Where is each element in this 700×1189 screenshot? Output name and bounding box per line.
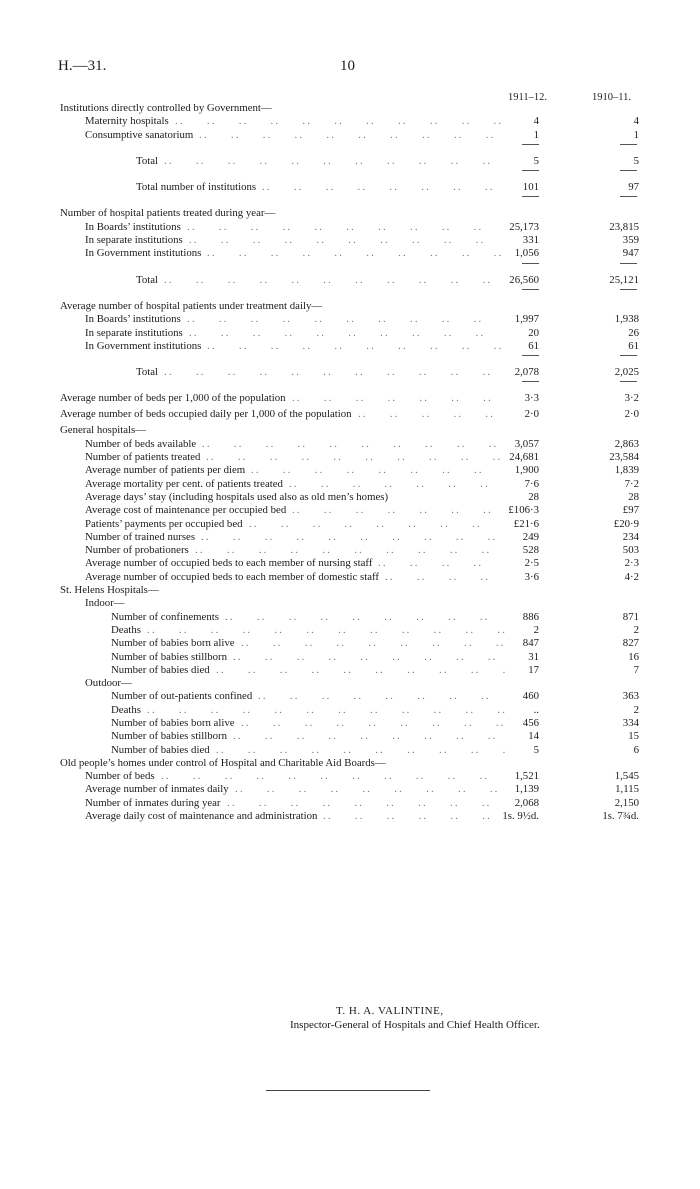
value-1911-12: 101 xyxy=(522,181,539,194)
row-label: General hospitals— xyxy=(60,424,147,437)
row-label: Average number of occupied beds to each member of nursing staff xyxy=(85,557,373,570)
table-row xyxy=(0,810,700,823)
table-row xyxy=(0,677,700,690)
leader-dots: . . . . . . . . . . . . . . . . . . . . . . xyxy=(161,770,498,783)
leader-dots: . . . . . . . . . . . . . . . . . . . . xyxy=(199,128,505,141)
value-1910-11: 503 xyxy=(622,544,639,557)
table-row xyxy=(0,704,700,717)
leader-dots: . . . . . . . . . . . . . . . . xyxy=(251,464,504,477)
table-row xyxy=(0,313,700,326)
leader-dots: . . . . . . . . . . . . . . . . . . . . xyxy=(207,339,502,352)
table-row xyxy=(0,327,700,340)
value-1910-11: 3·2 xyxy=(624,392,639,405)
row-spacer xyxy=(0,384,700,392)
page-number: 10 xyxy=(340,58,355,74)
leader-dots: . . . . . . . . . . . . . . . . . . . xyxy=(216,743,506,756)
value-1910-11: 234 xyxy=(622,530,639,543)
value-1911-12: .. xyxy=(533,703,539,716)
leader-dots: . . . . . . . . . . . . . . . . xyxy=(258,690,500,703)
table-row xyxy=(0,207,700,220)
leader-dots: . . . . . . . . . . . . . . . . . . xyxy=(241,716,504,729)
table-row xyxy=(0,300,700,313)
value-1910-11: 827 xyxy=(622,637,639,650)
column-rule-1911-12 xyxy=(522,289,539,290)
column-header-1910-11: 1910–11. xyxy=(592,92,631,103)
column-rule-1911-12 xyxy=(522,170,539,171)
value-1910-11: 25,121 xyxy=(609,273,639,286)
row-label: Number of beds available xyxy=(85,437,197,450)
leader-dots: . . . . . . . . . . . . . . . . . . . . xyxy=(195,544,501,557)
value-1910-11: £20·9 xyxy=(613,517,639,530)
table-row xyxy=(0,624,700,637)
table-row xyxy=(0,408,700,424)
value-1910-11: 61 xyxy=(628,339,639,352)
value-1910-11: 2 xyxy=(633,703,639,716)
leader-dots: . . . . . . . . . . . . . . . . . . . . xyxy=(189,234,505,247)
table-row xyxy=(0,651,700,664)
table-row xyxy=(0,451,700,464)
leader-dots: . . . . . . . . . . . . . . . . . . . . . . xyxy=(164,154,501,167)
value-1910-11: 7·2 xyxy=(624,477,639,490)
table-row xyxy=(0,518,700,531)
row-label: Number of beds xyxy=(85,770,155,783)
row-label: Number of babies stillborn xyxy=(111,730,228,743)
table-row xyxy=(0,274,700,287)
table-row xyxy=(0,770,700,783)
row-spacer xyxy=(0,199,700,207)
table-row xyxy=(0,584,700,597)
leader-dots: . . . . . . . . . . . . xyxy=(323,810,501,823)
column-rule-1910-11 xyxy=(620,196,637,197)
row-label: In Boards’ institutions xyxy=(85,220,181,233)
column-rule-1911-12 xyxy=(522,263,539,264)
row-label: In Boards’ institutions xyxy=(85,313,181,326)
table-row xyxy=(0,438,700,451)
row-label: Average number of occupied beds to each member of domestic staff xyxy=(85,570,380,583)
value-1911-12: 1,997 xyxy=(514,313,539,326)
value-1910-11: 2,863 xyxy=(614,437,639,450)
table-row xyxy=(0,690,700,703)
leader-dots: . . . . . . . . . . . . . . xyxy=(292,392,502,405)
value-1911-12: 528 xyxy=(522,544,539,557)
leader-dots: . . . . . . . . . . . . . . . . . . . . xyxy=(189,326,505,339)
leader-dots: . . . . . . . . . . . . . . . . . . . . . . xyxy=(175,115,502,128)
value-1910-11: 7 xyxy=(633,663,639,676)
value-1911-12: 3·3 xyxy=(524,392,539,405)
value-1911-12: 28 xyxy=(528,490,539,503)
row-label: Deaths xyxy=(111,703,141,716)
row-label: In Government institutions xyxy=(85,339,202,352)
value-1910-11: 28 xyxy=(628,490,639,503)
leader-dots: . . . . . . . . . . . . . . . . . . xyxy=(225,610,499,623)
value-1910-11: 5 xyxy=(633,154,639,167)
table-row xyxy=(0,102,700,115)
leader-dots: . . . . . . . . . . . . . . . . . . . . xyxy=(187,220,503,233)
table-row xyxy=(0,155,700,168)
row-label: St. Helens Hospitals— xyxy=(60,584,159,597)
row-label: Number of probationers xyxy=(85,544,189,557)
row-label: Number of babies died xyxy=(111,743,210,756)
column-rule-1911-12 xyxy=(522,381,539,382)
row-label: In separate institutions xyxy=(85,234,183,247)
row-label: Average daily cost of maintenance and administration xyxy=(85,810,318,823)
value-1910-11: 97 xyxy=(628,181,639,194)
leader-dots: . . . . . . . . . . . . . . . . . . . . . . . . xyxy=(147,623,505,636)
value-1910-11: 1 xyxy=(633,128,639,141)
value-1910-11: 1,115 xyxy=(615,783,639,796)
footer-rule xyxy=(266,1090,430,1091)
value-1910-11: 16 xyxy=(628,650,639,663)
row-label: Number of trained nurses xyxy=(85,530,196,543)
table-row xyxy=(0,504,700,517)
table-row xyxy=(0,424,700,437)
value-1911-12: 4 xyxy=(533,115,539,128)
row-label: Average number of inmates daily xyxy=(85,783,229,796)
leader-dots: . . . . . . . . . . . . . . . . . . . . . . . . xyxy=(147,703,505,716)
leader-dots: . . . . . . . . . . . . . . . . . . . . . . xyxy=(164,273,501,286)
leader-dots: . . . . . . . . . . . . . . xyxy=(292,504,502,517)
value-1911-12: 847 xyxy=(522,637,539,650)
table-row xyxy=(0,730,700,743)
value-1911-12: 2·0 xyxy=(524,408,539,421)
leader-dots: . . . . . . . . . . . . . . . . xyxy=(249,517,502,530)
value-1911-12: 1,900 xyxy=(514,464,539,477)
value-1911-12: 331 xyxy=(522,234,539,247)
table-row xyxy=(0,783,700,796)
row-label: Outdoor— xyxy=(85,677,132,690)
table-row xyxy=(0,392,700,408)
table-row xyxy=(0,757,700,770)
leader-dots: . . . . . . . . . . . . . . xyxy=(289,477,499,490)
value-1910-11: 359 xyxy=(622,234,639,247)
row-label: Total xyxy=(136,273,159,286)
row-label: Number of babies died xyxy=(111,663,210,676)
table-row xyxy=(0,478,700,491)
value-1911-12: 26,560 xyxy=(509,273,539,286)
value-1911-12: 24,681 xyxy=(509,451,539,464)
report-reference: H.—31. xyxy=(58,58,107,74)
value-1911-12: £21·6 xyxy=(513,517,539,530)
leader-dots: . . . . . . . . . . . . . . . . . . . xyxy=(216,663,506,676)
leader-dots: . . . . . . . . . . xyxy=(358,408,493,421)
value-1911-12: 456 xyxy=(522,716,539,729)
row-label: Average mortality per cent. of patients treated xyxy=(85,477,283,490)
signatory-title: Inspector-General of Hospitals and Chief Health Officer. xyxy=(290,1019,540,1031)
row-label: Old people’s homes under control of Hospital and Charitable Aid Boards— xyxy=(60,756,386,769)
leader-dots: . . . . . . . . . . . . . . . . . . . . xyxy=(206,451,501,464)
value-1911-12: 1s. 9½d. xyxy=(502,810,539,823)
table-row xyxy=(0,234,700,247)
row-spacer xyxy=(0,358,700,366)
table-row xyxy=(0,557,700,570)
value-1911-12: 14 xyxy=(528,730,539,743)
row-spacer xyxy=(0,173,700,181)
value-1911-12: 5 xyxy=(533,743,539,756)
value-1911-12: 2 xyxy=(533,623,539,636)
value-1911-12: 61 xyxy=(528,339,539,352)
table-row xyxy=(0,717,700,730)
row-label: Number of patients treated xyxy=(85,451,201,464)
table-row xyxy=(0,115,700,128)
statistics-table xyxy=(0,102,700,823)
value-1911-12: 1,521 xyxy=(514,770,539,783)
row-label: Average number of hospital patients under treatment daily— xyxy=(60,299,323,312)
column-rule-1910-11 xyxy=(620,289,637,290)
column-rule-1910-11 xyxy=(620,381,637,382)
column-rule-1910-11 xyxy=(620,263,637,264)
row-spacer xyxy=(0,292,700,300)
row-label: Average number of beds per 1,000 of the population xyxy=(60,392,286,405)
table-row xyxy=(0,664,700,677)
value-1910-11: £97 xyxy=(622,504,639,517)
row-label: Average cost of maintenance per occupied bed xyxy=(85,504,287,517)
value-1911-12: 886 xyxy=(522,610,539,623)
value-1911-12: 5 xyxy=(533,154,539,167)
row-spacer xyxy=(0,147,700,155)
table-row xyxy=(0,797,700,810)
leader-dots: . . . . . . . . xyxy=(385,570,489,583)
table-row xyxy=(0,247,700,260)
column-rule-1911-12 xyxy=(522,355,539,356)
value-1910-11: 23,584 xyxy=(609,451,639,464)
row-label: Indoor— xyxy=(85,597,125,610)
leader-dots: . . . . . . . . . . . . . . . . . . . . xyxy=(201,530,496,543)
signatory-name: T. H. A. VALINTINE, xyxy=(336,1005,444,1017)
leader-dots: . . . . . . . . . . . . . . . . . . . . . . xyxy=(164,366,501,379)
table-row xyxy=(0,571,700,584)
value-1910-11: 1,545 xyxy=(614,770,639,783)
value-1910-11: 1,839 xyxy=(614,464,639,477)
value-1910-11: 334 xyxy=(622,716,639,729)
row-label: Number of inmates during year xyxy=(85,796,221,809)
leader-dots: . . . . . . . . . . . . . . . . . . xyxy=(241,637,504,650)
value-1911-12: 25,173 xyxy=(509,220,539,233)
table-row xyxy=(0,544,700,557)
value-1911-12: 460 xyxy=(522,690,539,703)
table-row xyxy=(0,340,700,353)
table-row xyxy=(0,129,700,142)
value-1911-12: 3,057 xyxy=(514,437,539,450)
table-row xyxy=(0,611,700,624)
column-rule-1910-11 xyxy=(620,170,637,171)
value-1911-12: 249 xyxy=(522,530,539,543)
value-1910-11: 4·2 xyxy=(624,570,639,583)
row-label: Consumptive sanatorium xyxy=(85,128,194,141)
row-spacer xyxy=(0,266,700,274)
table-row xyxy=(0,637,700,650)
row-label: Number of babies stillborn xyxy=(111,650,228,663)
value-1910-11: 15 xyxy=(628,730,639,743)
leader-dots: . . . . . . . . . . . . . . . . xyxy=(262,181,504,194)
row-label: Number of out-patients confined xyxy=(111,690,253,703)
row-label: Number of babies born alive xyxy=(111,716,235,729)
value-1911-12: 2,068 xyxy=(514,796,539,809)
column-rule-1911-12 xyxy=(522,144,539,145)
value-1910-11: 6 xyxy=(633,743,639,756)
value-1911-12: 1 xyxy=(533,128,539,141)
column-header-1911-12: 1911–12. xyxy=(508,92,547,103)
row-label: Average number of beds occupied daily per 1,000 of the population xyxy=(60,408,352,421)
value-1910-11: 23,815 xyxy=(609,220,639,233)
leader-dots: . . . . . . . . . . . . . . . . . . . . xyxy=(187,313,503,326)
leader-dots: . . . . . . . . . . . . . . . . . . xyxy=(233,730,496,743)
row-label: Total number of institutions xyxy=(136,181,257,194)
row-label: Total xyxy=(136,154,159,167)
row-label: Total xyxy=(136,366,159,379)
value-1911-12: 17 xyxy=(528,663,539,676)
row-label: Patients’ payments per occupied bed xyxy=(85,517,243,530)
value-1911-12: 1,056 xyxy=(514,247,539,260)
column-rule-1910-11 xyxy=(620,144,637,145)
value-1910-11: 2 xyxy=(633,623,639,636)
leader-dots: . . . . . . . . . . . . . . . . . . xyxy=(233,650,496,663)
leader-dots: . . . . . . . . . . . . . . . . . . xyxy=(227,796,501,809)
row-label: In separate institutions xyxy=(85,326,183,339)
row-label: Institutions directly controlled by Government— xyxy=(60,102,272,114)
value-1911-12: £106·3 xyxy=(508,504,539,517)
row-label: Maternity hospitals xyxy=(85,115,169,128)
leader-dots: . . . . . . . . . . . . . . . . . . . . xyxy=(202,437,497,450)
value-1910-11: 2·0 xyxy=(624,408,639,421)
value-1911-12: 2·5 xyxy=(524,557,539,570)
table-row xyxy=(0,181,700,194)
value-1910-11: 2,025 xyxy=(614,366,639,379)
leader-dots: . . . . . . . . xyxy=(378,557,482,570)
row-label: Deaths xyxy=(111,623,141,636)
value-1911-12: 2,078 xyxy=(514,366,539,379)
leader-dots: . . . . . . . . . . . . . . . . . . xyxy=(235,783,498,796)
table-row xyxy=(0,366,700,379)
value-1910-11: 871 xyxy=(622,610,639,623)
column-rule-1910-11 xyxy=(620,355,637,356)
value-1910-11: 947 xyxy=(622,247,639,260)
table-row xyxy=(0,531,700,544)
value-1910-11: 2·3 xyxy=(624,557,639,570)
row-label: Average number of patients per diem xyxy=(85,464,246,477)
column-rule-1911-12 xyxy=(522,196,539,197)
row-label: Number of confinements xyxy=(111,610,219,623)
value-1910-11: 1,938 xyxy=(614,313,639,326)
table-row xyxy=(0,744,700,757)
table-row xyxy=(0,491,700,504)
value-1910-11: 2,150 xyxy=(614,796,639,809)
value-1911-12: 7·6 xyxy=(524,477,539,490)
row-label: Number of hospital patients treated during year— xyxy=(60,207,276,220)
value-1910-11: 4 xyxy=(633,115,639,128)
table-row xyxy=(0,221,700,234)
row-label: Average days’ stay (including hospitals used also as old men’s homes) xyxy=(85,490,389,503)
row-label: Number of babies born alive xyxy=(111,637,235,650)
value-1911-12: 31 xyxy=(528,650,539,663)
table-row xyxy=(0,464,700,477)
value-1911-12: 3·6 xyxy=(524,570,539,583)
value-1911-12: 1,139 xyxy=(514,783,539,796)
value-1910-11: 363 xyxy=(622,690,639,703)
value-1911-12: 20 xyxy=(528,326,539,339)
leader-dots: . . . . . . . . . . . . . . . . . . . . xyxy=(207,247,502,260)
row-label: In Government institutions xyxy=(85,247,202,260)
table-row xyxy=(0,597,700,610)
value-1910-11: 1s. 7¾d. xyxy=(602,810,639,823)
value-1910-11: 26 xyxy=(628,326,639,339)
